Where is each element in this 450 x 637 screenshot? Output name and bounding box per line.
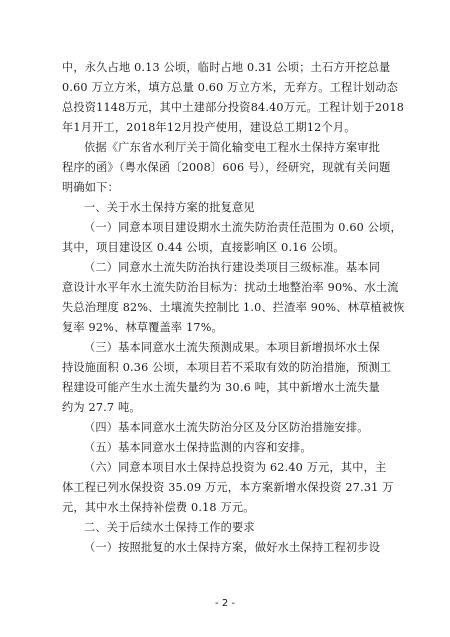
text-line: （三）基本同意水土流失预测成果。本项目新增损坏水土保	[84, 341, 381, 354]
text-line: 体工程已列水保投资 35.09 万元，本方案新增水保投资 27.31 万	[62, 481, 394, 494]
section-heading: 一、关于水土保持方案的批复意见	[84, 201, 255, 214]
text-line: 依据《广东省水利厅关于简化输变电工程水土保持方案审批	[84, 141, 381, 154]
text-line: 其中，项目建设区 0.44 公顷，直接影响区 0.16 公顷。	[62, 241, 345, 254]
text-line: 意设计水平年水土流失防治目标为：扰动土地整治率 90%、水土流	[62, 281, 399, 294]
text-line: 总投资1148万元，其中土建部分投资84.40万元。工程计划于2018	[62, 101, 405, 114]
text-line: （五）基本同意水土保持监测的内容和安排。	[84, 441, 312, 454]
text-line: 失总治理度 82%、土壤流失控制比 1.0、拦渣率 90%、林草植被恢	[62, 301, 405, 314]
text-line: 中，永久占地 0.13 公顷，临时占地 0.31 公顷；土石方开挖总量	[62, 61, 391, 74]
text-line: 程序的函》（粤水保函〔2008〕606 号），经研究，现就有关问题	[62, 161, 391, 174]
text-line: 复率 92%、林草覆盖率 17%。	[62, 321, 223, 334]
text-line: （一）按照批复的水土保持方案，做好水土保持工程初步设	[84, 541, 381, 554]
section-heading: 二、关于后续水土保持工作的要求	[84, 521, 255, 534]
text-line: 年1月开工，2018年12月投产使用，建设总工期12个月。	[62, 121, 356, 134]
document-body	[62, 58, 405, 558]
text-line: 约为 27.7 吨。	[62, 401, 141, 414]
page-number: - 2 -	[215, 598, 235, 609]
text-line: 程建设可能产生水土流失量约为 30.6 吨，其中新增水土流失量	[62, 381, 380, 394]
text-line: （二）同意水土流失防治执行建设类项目三级标准。基本同	[84, 261, 381, 274]
text-line: 持设施面积 0.36 公顷，本项目若不采取有效的防治措施，预测工	[62, 361, 392, 374]
text-line: （六）同意本项目水土保持总投资为 62.40 万元，其中，主	[84, 461, 387, 474]
text-line: （四）基本同意水土流失防治分区及分区防治措施安排。	[84, 421, 369, 434]
text-line: 明确如下：	[62, 181, 119, 194]
text-line: （一）同意本项目建设期水土流失防治责任范围为 0.60 公顷，	[84, 221, 402, 234]
text-line: 元，其中水土保持补偿费 0.18 万元。	[62, 501, 255, 514]
text-line: 0.60 万立方米，填方总量 0.60 万立方米，无弃方。工程计划动态	[62, 81, 398, 94]
